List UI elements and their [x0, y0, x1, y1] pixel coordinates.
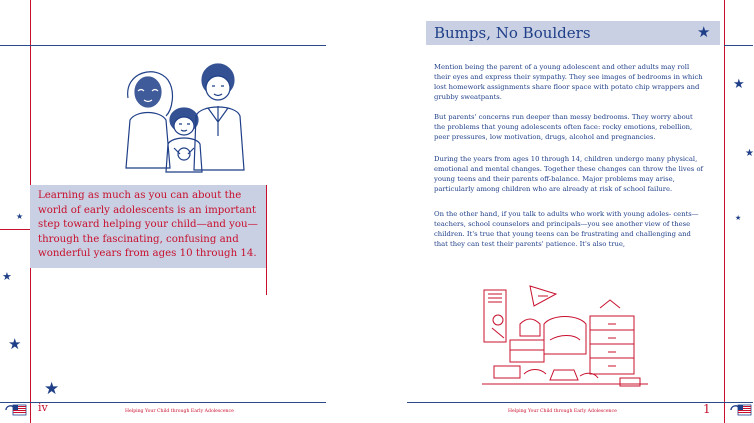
flag-logo-icon [4, 404, 28, 416]
bedroom-illustration [480, 280, 650, 390]
family-illustration [108, 58, 258, 183]
left-caption-rule [0, 229, 30, 230]
right-margin-rule [724, 0, 725, 423]
paragraph: During the years from ages 10 through 14, children undergo many physical, emotional and mental changes. Together these changes can throw the lives of young teens and their parents off-balance. Major problems may arise, particularly among children who are already at risk of school failure. [434, 155, 704, 193]
caption-divider-rule [266, 185, 267, 295]
page-number: iv [38, 401, 48, 414]
flag-logo-icon [729, 404, 753, 416]
star-icon: ★ [2, 270, 12, 283]
paragraph: On the other hand, if you talk to adults who work with young adoles- cents—teachers, school counselors and principals—you see another view of these children. It's true that young teens can be frustrating and challenging and that they can test their parents' patience. It's also true, [434, 210, 699, 248]
running-footer: Helping Your Child through Early Adolescence [508, 409, 617, 414]
star-icon: ★ [733, 77, 745, 92]
star-icon: ★ [735, 214, 742, 222]
star-icon: ★ [745, 148, 754, 159]
caption-text: Learning as much as you can about the world of early adolescents is an important step toward helping your child—and you—through the fascinating, confusing and wonderful years from ages 10 through 14. [38, 190, 258, 259]
page-number: 1 [703, 402, 711, 416]
right-top-rule [724, 45, 753, 46]
star-icon: ★ [16, 212, 24, 221]
right-footer-rule [407, 402, 753, 403]
paragraph: Mention being the parent of a young adolescent and other adults may roll their eyes and express their sympathy. They see images of bedrooms in which lost homework assignments share floor space with potato chip wrappers and grubby sweatpants. [434, 63, 703, 101]
page-title: Bumps, No Boulders [434, 24, 591, 42]
left-top-rule [0, 45, 326, 46]
paragraph: But parents' concerns run deeper than messy bedrooms. They worry about the problems that young adolescents often face: rocky emotions, rebellion, peer pressures, low motivation, drugs, alcohol and pregnancies. [434, 113, 693, 141]
star-icon: ★ [44, 379, 60, 399]
star-icon: ★ [697, 23, 711, 41]
left-footer-rule [0, 402, 326, 403]
star-icon: ★ [8, 335, 22, 353]
running-footer: Helping Your Child through Early Adolescence [125, 409, 234, 414]
